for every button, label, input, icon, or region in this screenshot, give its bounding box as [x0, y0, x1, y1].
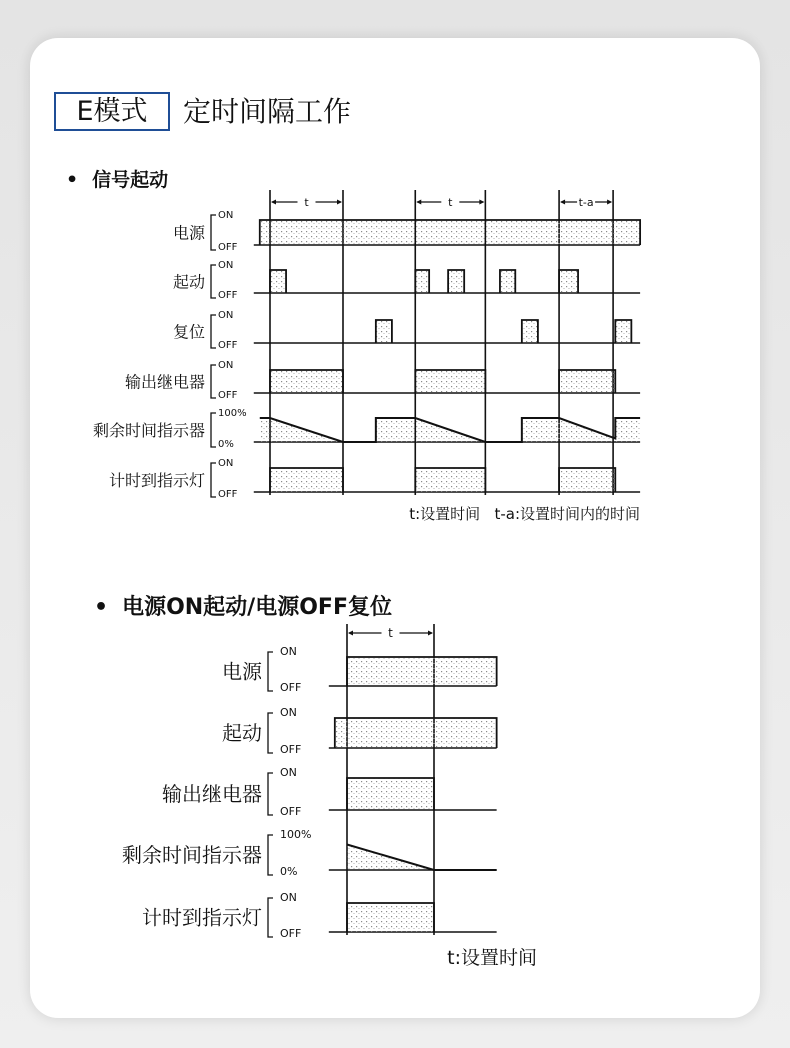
section-title: 信号起动: [92, 169, 169, 191]
on-pulse-fill: [347, 903, 434, 932]
bullet-icon: •: [94, 595, 109, 620]
signal-label: 电源: [172, 223, 205, 243]
on-pulse-fill: [500, 270, 515, 293]
on-pulse-fill: [270, 370, 343, 393]
on-pulse-fill: [559, 370, 615, 393]
signal-label: 输出继电器: [124, 372, 205, 392]
level-low-label: 0%: [218, 439, 234, 450]
bracket: [211, 265, 216, 298]
bracket: [211, 413, 216, 447]
on-pulse-fill: [335, 718, 497, 748]
on-pulse-fill: [270, 468, 343, 492]
bracket: [268, 898, 273, 937]
bullet-icon: •: [66, 169, 79, 191]
signal-label: 计时到指示灯: [108, 470, 205, 490]
level-low-label: OFF: [218, 290, 238, 301]
level-high-label: ON: [218, 458, 234, 469]
signal-label: 复位: [172, 322, 205, 342]
level-low-label: OFF: [218, 242, 238, 253]
bracket: [268, 713, 273, 753]
on-pulse-fill: [376, 320, 392, 343]
on-pulse-fill: [448, 270, 464, 293]
section-title: 电源ON起动/电源OFF复位: [122, 595, 392, 620]
bracket: [268, 835, 273, 875]
on-pulse-fill: [522, 320, 538, 343]
bracket: [211, 365, 216, 398]
diagram-caption: t:设置时间: [447, 947, 537, 969]
signal-label: 电源: [222, 659, 262, 684]
range-label: t: [448, 196, 453, 209]
level-low-label: OFF: [280, 681, 302, 694]
range-label: t-a: [578, 196, 594, 209]
level-high-label: ON: [218, 260, 234, 271]
mode-badge: E模式: [54, 92, 170, 131]
level-low-label: OFF: [218, 340, 238, 351]
on-pulse-fill: [347, 778, 434, 810]
bracket: [268, 652, 273, 691]
signal-label: 计时到指示灯: [142, 905, 262, 930]
bracket: [211, 215, 216, 250]
signal-label: 剩余时间指示器: [92, 420, 205, 440]
level-low-label: OFF: [280, 805, 302, 818]
on-pulse-fill: [347, 657, 497, 686]
level-high-label: ON: [218, 210, 234, 221]
on-pulse-fill: [559, 468, 615, 492]
level-high-label: ON: [218, 360, 234, 371]
level-high-label: ON: [280, 766, 297, 779]
level-high-label: ON: [280, 645, 297, 658]
on-pulse-fill: [559, 270, 578, 293]
level-high-label: 100%: [280, 828, 312, 841]
level-high-label: ON: [280, 891, 297, 904]
on-pulse-fill: [270, 270, 286, 293]
signal-label: 输出继电器: [162, 782, 262, 807]
signal-label: 起动: [172, 272, 205, 292]
on-pulse-fill: [260, 220, 640, 245]
level-low-label: OFF: [280, 927, 302, 940]
signal-label: 剩余时间指示器: [122, 843, 262, 868]
bracket: [211, 315, 216, 348]
level-low-label: OFF: [280, 743, 302, 756]
level-high-label: ON: [280, 706, 297, 719]
range-label: t: [388, 626, 393, 640]
level-low-label: 0%: [280, 865, 298, 878]
level-high-label: 100%: [218, 408, 247, 419]
page-title: 定时间隔工作: [183, 95, 352, 128]
on-pulse-fill: [615, 320, 631, 343]
level-high-label: ON: [218, 310, 234, 321]
bracket: [211, 463, 216, 497]
range-label: t: [304, 196, 309, 209]
bracket: [268, 773, 273, 815]
level-low-label: OFF: [218, 390, 238, 401]
on-pulse-fill: [415, 270, 429, 293]
signal-label: 起动: [222, 721, 262, 746]
level-low-label: OFF: [218, 489, 238, 500]
diagram-caption: t:设置时间 t-a:设置时间内的时间: [409, 505, 640, 523]
on-pulse-fill: [415, 370, 485, 393]
on-pulse-fill: [415, 468, 485, 492]
